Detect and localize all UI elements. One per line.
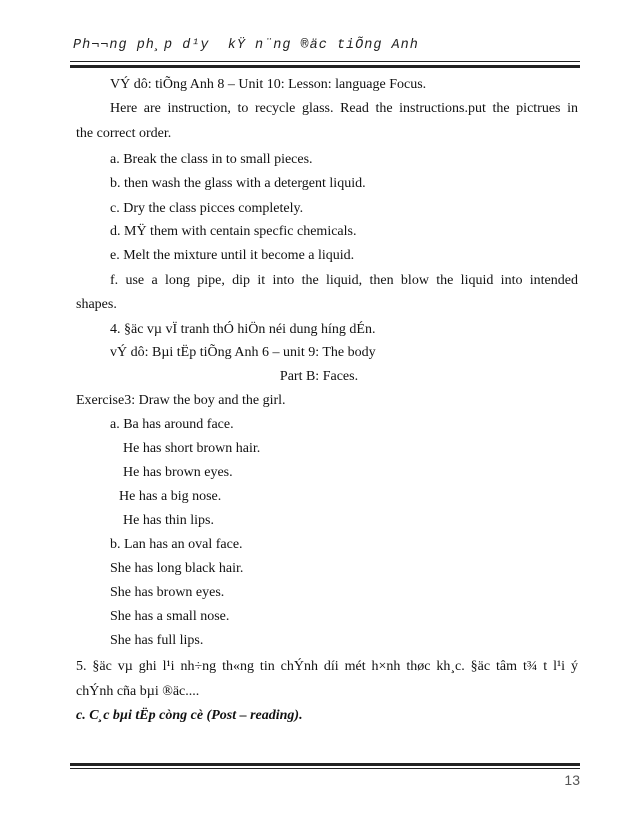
item-b-line-1: She has long black hair. [110,561,244,576]
step-d: d. MŸ them with centain specfic chemicals. [110,224,357,239]
section-5-heading: 5. §äc vµ ghi l¹i nh÷ng th«ng tin chÝnh díi mét h×nh thøc kh¸c. §äc tâm t¾ t l¹i ý [76,659,578,674]
part-heading: Part B: Faces. [279,369,359,384]
footer-rule-thick [70,763,580,766]
item-b-line-2: She has brown eyes. [110,585,225,600]
item-a-line-3: He has a big nose. [119,489,222,504]
exercise-heading: Exercise3: Draw the boy and the girl. [76,393,286,408]
item-b-line-3: She has a small nose. [110,609,230,624]
running-header: Ph¬¬ng ph¸p d¹y kŸ n¨ng ®äc tiÕng Anh [73,38,419,53]
header-rule-thin [70,61,580,62]
instruction-line: Here are instruction, to recycle glass. Read the instructions.put the pictrues in [110,101,578,116]
header-rule-thick [70,65,580,68]
item-a-line-4: He has thin lips. [123,513,214,528]
page-number: 13 [564,772,580,788]
item-a: a. Ba has around face. [110,417,234,432]
step-b: b. then wash the glass with a detergent liquid. [110,176,366,191]
step-f-cont: shapes. [76,297,117,312]
example-ref-line: VÝ dô: tiÕng Anh 8 – Unit 10: Lesson: language Focus. [110,77,427,92]
item-a-line-2: He has brown eyes. [123,465,233,480]
item-a-line-1: He has short brown hair. [123,441,261,456]
step-e: e. Melt the mixture until it become a liquid. [110,248,355,263]
step-c: c. Dry the class picces completely. [110,201,304,216]
section-c-heading: c. C¸c bµi tËp còng cè (Post – reading). [76,708,303,723]
example-ref-line-2: vÝ dô: Bµi tËp tiÕng Anh 6 – unit 9: The body [110,345,376,360]
item-b-line-4: She has full lips. [110,633,204,648]
step-a: a. Break the class in to small pieces. [110,152,313,167]
section-4-heading: 4. §äc vµ vÏ tranh thÓ hiÖn néi dung híng dÉn. [110,322,376,337]
footer-rule-thin [70,768,580,769]
section-5-heading-cont: chÝnh cña bµi ®äc.... [76,684,200,699]
step-f: f. use a long pipe, dip it into the liquid, then blow the liquid into intended [110,273,578,288]
item-b: b. Lan has an oval face. [110,537,243,552]
instruction-line-cont: the correct order. [76,126,172,141]
